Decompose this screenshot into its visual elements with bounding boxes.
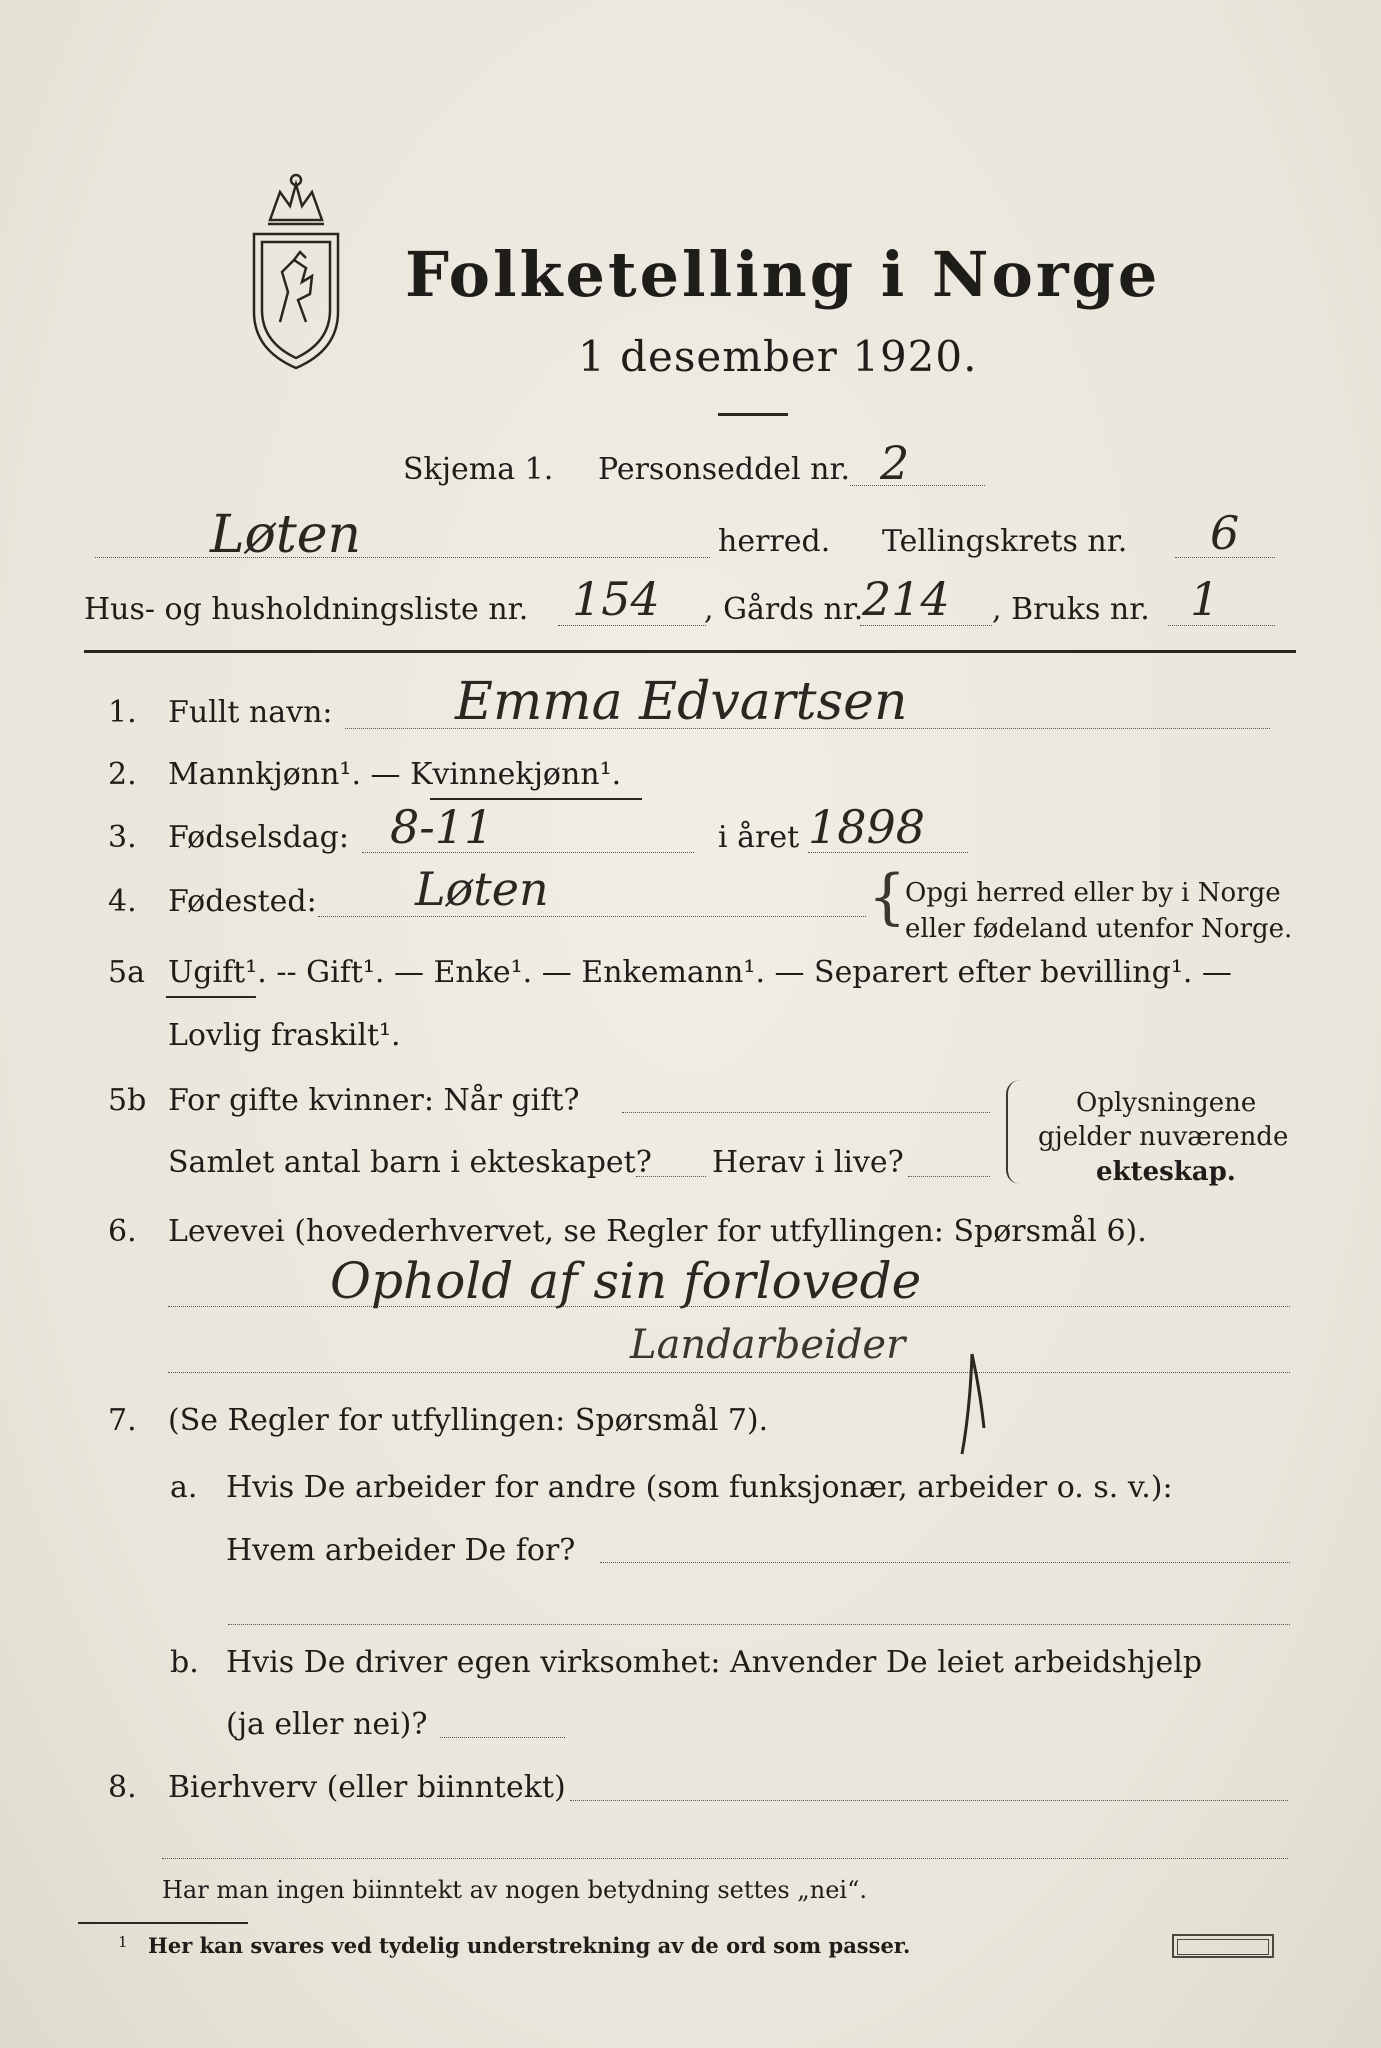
q1-number: 1. bbox=[108, 695, 137, 730]
bruks-value: 1 bbox=[1190, 572, 1220, 626]
gender-options: Mannkjønn¹. — Kvinnekjønn¹. bbox=[168, 757, 622, 792]
norwegian-coat-of-arms-icon bbox=[240, 172, 352, 372]
q8-label: Bierhverv (eller biinntekt) bbox=[168, 1770, 566, 1805]
marriage-note-1: Oplysningene bbox=[1076, 1088, 1257, 1118]
birthplace-note-line2: eller fødeland utenfor Norge. bbox=[905, 914, 1293, 944]
side-income-note: Har man ingen biinntekt av nogen betydning settes „nei“. bbox=[162, 1876, 867, 1904]
herred-value: Løten bbox=[210, 505, 361, 565]
hus-label: Hus- og husholdningsliste nr. bbox=[84, 592, 529, 627]
q8-number: 8. bbox=[108, 1770, 137, 1805]
q5b-line1: For gifte kvinner: Når gift? bbox=[168, 1083, 580, 1118]
q7b-line2: (ja eller nei)? bbox=[226, 1707, 428, 1742]
herred-label: herred. bbox=[718, 524, 831, 559]
q7-label: (Se Regler for utfyllingen: Spørsmål 7). bbox=[168, 1403, 769, 1438]
q7a-line1: Hvis De arbeider for andre (som funksjonær, arbeider o. s. v.): bbox=[226, 1470, 1173, 1505]
q1-label: Fullt navn: bbox=[168, 695, 333, 730]
q7a-letter: a. bbox=[170, 1470, 198, 1505]
birthday-value: 8-11 bbox=[390, 800, 494, 854]
q4-label: Fødested: bbox=[168, 884, 317, 919]
full-name-value: Emma Edvartsen bbox=[455, 672, 908, 732]
birthplace-value: Løten bbox=[415, 862, 549, 916]
marriage-date-field[interactable] bbox=[622, 1112, 990, 1113]
occupation-value-2: Landarbeider bbox=[630, 1322, 906, 1368]
q6-label: Levevei (hovederhvervet, se Regler for utfyllingen: Spørsmål 6). bbox=[168, 1214, 1147, 1249]
q3-label: Fødselsdag: bbox=[168, 820, 349, 855]
occupation-value-1: Ophold af sin forlovede bbox=[330, 1252, 922, 1310]
side-income-field-1[interactable] bbox=[570, 1800, 1288, 1801]
header-rule bbox=[84, 650, 1296, 653]
tellingskrets-label: Tellingskrets nr. bbox=[882, 524, 1128, 559]
schema-label: Skjema 1. bbox=[403, 452, 554, 487]
marriage-note-3: ekteskap. bbox=[1096, 1157, 1236, 1187]
herred-field[interactable] bbox=[95, 557, 710, 558]
hus-value: 154 bbox=[572, 572, 660, 626]
personseddel-label: Personseddel nr. bbox=[598, 452, 851, 487]
marriage-note-bracket bbox=[1006, 1080, 1026, 1184]
q5b-line2: Samlet antal barn i ekteskapet? bbox=[168, 1145, 652, 1180]
children-count-field[interactable] bbox=[636, 1176, 706, 1177]
marital-status-line2: Lovlig fraskilt¹. bbox=[168, 1018, 401, 1053]
birth-year-value: 1898 bbox=[808, 800, 926, 854]
occupation-field-2[interactable] bbox=[168, 1372, 1290, 1373]
q7b-letter: b. bbox=[170, 1645, 199, 1680]
year-label: i året bbox=[718, 820, 800, 855]
hired-help-field[interactable] bbox=[440, 1737, 565, 1738]
title-divider bbox=[718, 413, 788, 416]
employer-field-1[interactable] bbox=[600, 1562, 1290, 1563]
q5b-number: 5b bbox=[108, 1083, 147, 1118]
herav-label: Herav i live? bbox=[712, 1145, 904, 1180]
q7-number: 7. bbox=[108, 1403, 137, 1438]
footnote-rule bbox=[78, 1922, 248, 1924]
footnote-text: Her kan svares ved tydelig understrekning av de ord som passer. bbox=[148, 1933, 911, 1958]
q6-number: 6. bbox=[108, 1214, 137, 1249]
bruks-field[interactable] bbox=[1168, 625, 1275, 626]
gards-label: , Gårds nr. bbox=[704, 592, 864, 627]
q5a-number: 5a bbox=[108, 955, 145, 990]
birthplace-note-brace: { bbox=[868, 862, 907, 932]
birthplace-note-line1: Opgi herred eller by i Norge bbox=[905, 878, 1281, 908]
tellingskrets-value: 6 bbox=[1210, 506, 1240, 560]
footnote-mark: 1 bbox=[118, 1933, 128, 1951]
marriage-note-2: gjelder nuværende bbox=[1038, 1122, 1289, 1152]
q4-number: 4. bbox=[108, 884, 137, 919]
gards-value: 214 bbox=[862, 572, 950, 626]
employer-field-2[interactable] bbox=[228, 1624, 1290, 1625]
bruks-label: , Bruks nr. bbox=[992, 592, 1150, 627]
q2-number: 2. bbox=[108, 757, 137, 792]
marital-status-underline bbox=[166, 996, 256, 998]
marital-status-options: Ugift¹. -- Gift¹. — Enke¹. — Enkemann¹. — Separert efter bevilling¹. — bbox=[168, 955, 1232, 990]
form-title: Folketelling i Norge bbox=[405, 238, 1161, 311]
q3-number: 3. bbox=[108, 820, 137, 855]
personseddel-value: 2 bbox=[880, 436, 910, 490]
children-alive-field[interactable] bbox=[908, 1176, 990, 1177]
census-date: 1 desember 1920. bbox=[578, 332, 978, 381]
q7b-line1: Hvis De driver egen virksomhet: Anvender De leiet arbeidshjelp bbox=[226, 1645, 1203, 1680]
handwritten-stroke bbox=[950, 1350, 1000, 1460]
birthplace-field[interactable] bbox=[318, 916, 866, 917]
personseddel-field[interactable] bbox=[850, 485, 985, 486]
q7a-line2: Hvem arbeider De for? bbox=[226, 1533, 576, 1568]
printer-stamp bbox=[1172, 1934, 1274, 1958]
side-income-field-2[interactable] bbox=[162, 1858, 1288, 1859]
